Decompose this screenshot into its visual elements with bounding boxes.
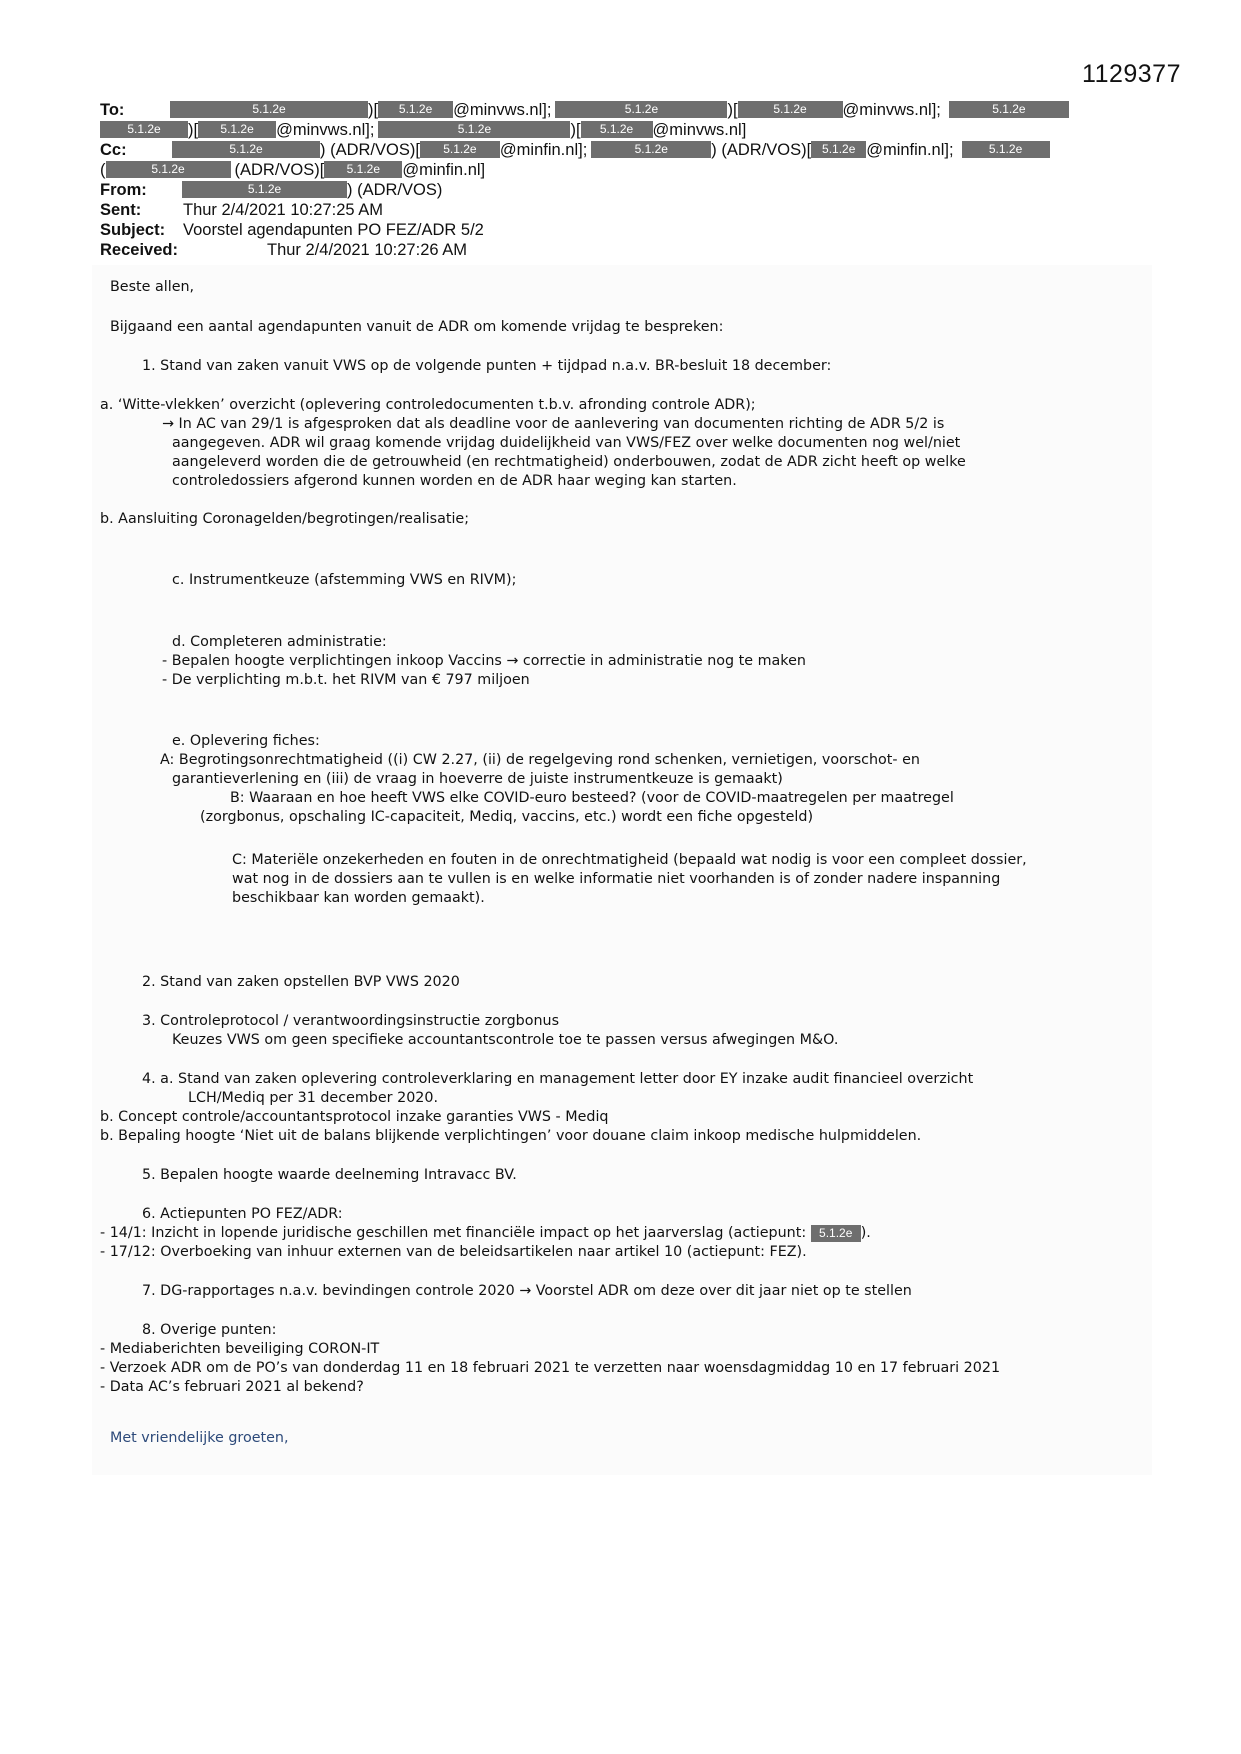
email-domain: @minfin.nl] bbox=[402, 161, 486, 179]
agenda-item-5: 5. Bepalen hoogte waarde deelneming Intravacc BV. bbox=[142, 1167, 517, 1183]
agenda-item-1a-note: aangegeven. ADR wil graag komende vrijdag duidelijkheid van VWS/FEZ over welke documenten nog wel/niet bbox=[172, 435, 961, 451]
action-point-text-end: ). bbox=[860, 1225, 871, 1241]
agenda-item-1b: b. Aansluiting Coronagelden/begrotingen/realisatie; bbox=[100, 511, 470, 527]
to-line-2 bbox=[100, 120, 746, 140]
to-line-1 bbox=[100, 100, 1069, 120]
email-domain: @minvws.nl] bbox=[652, 121, 747, 139]
agenda-item-1e-C: beschikbaar kan worden gemaakt). bbox=[232, 890, 485, 906]
subject-label: Subject: bbox=[100, 221, 166, 239]
redaction: 5.1.2e bbox=[555, 101, 727, 118]
document-id: 1129377 bbox=[1082, 60, 1181, 88]
agenda-item-1d-sub: - Bepalen hoogte verplichtingen inkoop Vaccins → correctie in administratie nog te maken bbox=[162, 653, 806, 669]
from-label: From: bbox=[100, 181, 147, 199]
text-fragment: )[ bbox=[188, 121, 199, 139]
redaction: 5.1.2e bbox=[581, 121, 653, 138]
action-point-17-12: - 17/12: Overboeking van inhuur externen van de beleidsartikelen naar artikel 10 (actiepunt: FEZ). bbox=[100, 1244, 807, 1260]
redaction: 5.1.2e bbox=[378, 101, 453, 118]
email-domain: @minvws.nl]; bbox=[453, 101, 552, 119]
agenda-item-3-sub: Keuzes VWS om geen specifieke accountantscontrole toe te passen versus afwegingen M&O. bbox=[172, 1032, 839, 1048]
agenda-item-3: 3. Controleprotocol / verantwoordingsinstructie zorgbonus bbox=[142, 1013, 560, 1029]
cc-label: Cc: bbox=[100, 141, 127, 159]
redaction: 5.1.2e bbox=[182, 181, 347, 198]
agenda-item-4b: b. Bepaling hoogte ‘Niet uit de balans blijkende verplichtingen’ voor douane claim inkoop medische hulpmiddelen. bbox=[100, 1128, 922, 1144]
agenda-item-6: 6. Actiepunten PO FEZ/ADR: bbox=[142, 1206, 343, 1222]
agenda-item-1a: a. ‘Witte-vlekken’ overzicht (oplevering controledocumenten t.b.v. afronding controle ADR); bbox=[100, 397, 756, 413]
agenda-item-1e-A: A: Begrotingsonrechtmatigheid ((i) CW 2.27, (ii) de regelgeving rond schenken, vernietigen, voorschot- en bbox=[160, 752, 920, 768]
text-fragment: ) (ADR/VOS) bbox=[347, 181, 443, 199]
agenda-item-1a-note: controledossiers afgerond kunnen worden en de ADR haar weging kan starten. bbox=[172, 473, 737, 489]
agenda-item-4b: b. Concept controle/accountantsprotocol inzake garanties VWS - Mediq bbox=[100, 1109, 609, 1125]
redaction: 5.1.2e bbox=[738, 101, 843, 118]
agenda-item-2: 2. Stand van zaken opstellen BVP VWS 2020 bbox=[142, 974, 460, 990]
redaction: 5.1.2e bbox=[172, 141, 320, 158]
email-domain: @minvws.nl]; bbox=[842, 101, 941, 119]
agenda-item-7: 7. DG-rapportages n.a.v. bevindingen controle 2020 → Voorstel ADR om deze over dit jaar niet op te stellen bbox=[142, 1283, 912, 1299]
cc-line-1 bbox=[100, 140, 1050, 160]
agenda-item-1e: e. Oplevering fiches: bbox=[172, 733, 320, 749]
email-domain: @minfin.nl]; bbox=[499, 141, 588, 159]
received-label: Received: bbox=[100, 241, 178, 259]
agenda-item-1a-note: aangeleverd worden die de getrouwheid (en rechtmatigheid) onderbouwen, zodat de ADR zicht heeft op welke bbox=[172, 454, 966, 470]
other-point: - Mediaberichten beveiliging CORON-IT bbox=[100, 1341, 380, 1357]
sent-line bbox=[100, 200, 383, 220]
cc-line-2 bbox=[100, 160, 485, 180]
intro: Bijgaand een aantal agendapunten vanuit de ADR om komende vrijdag te bespreken: bbox=[110, 319, 724, 335]
other-point: - Verzoek ADR om de PO’s van donderdag 11 en 18 februari 2021 te verzetten naar woensdagmiddag 10 en 17 februari 2021 bbox=[100, 1360, 1001, 1376]
agenda-item-4-cont: LCH/Mediq per 31 december 2020. bbox=[188, 1090, 439, 1106]
text-fragment: )[ bbox=[570, 121, 581, 139]
sent-label: Sent: bbox=[100, 201, 142, 219]
sent-value: Thur 2/4/2021 10:27:25 AM bbox=[183, 201, 383, 219]
redaction: 5.1.2e bbox=[198, 121, 276, 138]
action-point-text: - 14/1: Inzicht in lopende juridische geschillen met financiële impact op het jaarverslag (actiepunt: bbox=[100, 1225, 807, 1241]
agenda-item-1c: c. Instrumentkeuze (afstemming VWS en RIVM); bbox=[172, 572, 517, 588]
received-value: Thur 2/4/2021 10:27:26 AM bbox=[267, 241, 467, 259]
agenda-item-1e-C: wat nog in de dossiers aan te vullen is en welke informatie niet voorhanden is of zonder nadere inspanning bbox=[232, 871, 1001, 887]
text-fragment: ( bbox=[100, 161, 106, 179]
text-fragment: )[ bbox=[368, 101, 379, 119]
to-label: To: bbox=[100, 101, 125, 119]
text-fragment: (ADR/VOS)[ bbox=[234, 161, 325, 179]
agenda-item-1d-sub: - De verplichting m.b.t. het RIVM van € 797 miljoen bbox=[162, 672, 530, 688]
received-line bbox=[100, 240, 467, 260]
redaction: 5.1.2e bbox=[324, 161, 402, 178]
agenda-item-1a-note: → In AC van 29/1 is afgesproken dat als deadline voor de aanlevering van documenten richting de ADR 5/2 is bbox=[162, 416, 945, 432]
redaction: 5.1.2e bbox=[378, 121, 570, 138]
agenda-item-1e-A: garantieverlening en (iii) de vraag in hoeverre de juiste instrumentkeuze is gemaakt) bbox=[172, 771, 783, 787]
from-line bbox=[100, 180, 442, 200]
agenda-item-1d: d. Completeren administratie: bbox=[172, 634, 387, 650]
greeting: Beste allen, bbox=[110, 279, 195, 295]
text-fragment: ) (ADR/VOS)[ bbox=[320, 141, 420, 159]
subject-value: Voorstel agendapunten PO FEZ/ADR 5/2 bbox=[183, 221, 484, 239]
redaction: 5.1.2e bbox=[811, 1225, 861, 1242]
other-point: - Data AC’s februari 2021 al bekend? bbox=[100, 1379, 364, 1395]
redaction: 5.1.2e bbox=[811, 141, 866, 158]
agenda-item-8: 8. Overige punten: bbox=[142, 1322, 277, 1338]
text-fragment: )[ bbox=[727, 101, 738, 119]
redaction: 5.1.2e bbox=[100, 121, 188, 138]
action-point-14-1 bbox=[100, 1224, 871, 1244]
text-fragment: ) (ADR/VOS)[ bbox=[711, 141, 812, 159]
redaction: 5.1.2e bbox=[591, 141, 711, 158]
closing: Met vriendelijke groeten, bbox=[110, 1430, 289, 1446]
agenda-item-1e-B: B: Waaraan en hoe heeft VWS elke COVID-euro besteed? (voor de COVID-maatregelen per maatregel bbox=[230, 790, 954, 806]
email-domain: @minvws.nl]; bbox=[276, 121, 375, 139]
agenda-item-4: 4. a. Stand van zaken oplevering controleverklaring en management letter door EY inzake audit financieel overzicht bbox=[142, 1071, 974, 1087]
agenda-item-1e-B: (zorgbonus, opschaling IC-capaciteit, Mediq, vaccins, etc.) wordt een fiche opgesteld) bbox=[200, 809, 814, 825]
redaction: 5.1.2e bbox=[420, 141, 500, 158]
redaction: 5.1.2e bbox=[962, 141, 1050, 158]
agenda-item-1e-C: C: Materiële onzekerheden en fouten in de onrechtmatigheid (bepaald wat nodig is voor een compleet dossier, bbox=[232, 852, 1027, 868]
email-domain: @minfin.nl]; bbox=[866, 141, 954, 159]
redaction: 5.1.2e bbox=[106, 161, 231, 178]
redaction: 5.1.2e bbox=[170, 101, 368, 118]
redaction: 5.1.2e bbox=[949, 101, 1069, 118]
agenda-item-1: 1. Stand van zaken vanuit VWS op de volgende punten + tijdpad n.a.v. BR-besluit 18 december: bbox=[142, 358, 832, 374]
subject-line bbox=[100, 220, 484, 240]
